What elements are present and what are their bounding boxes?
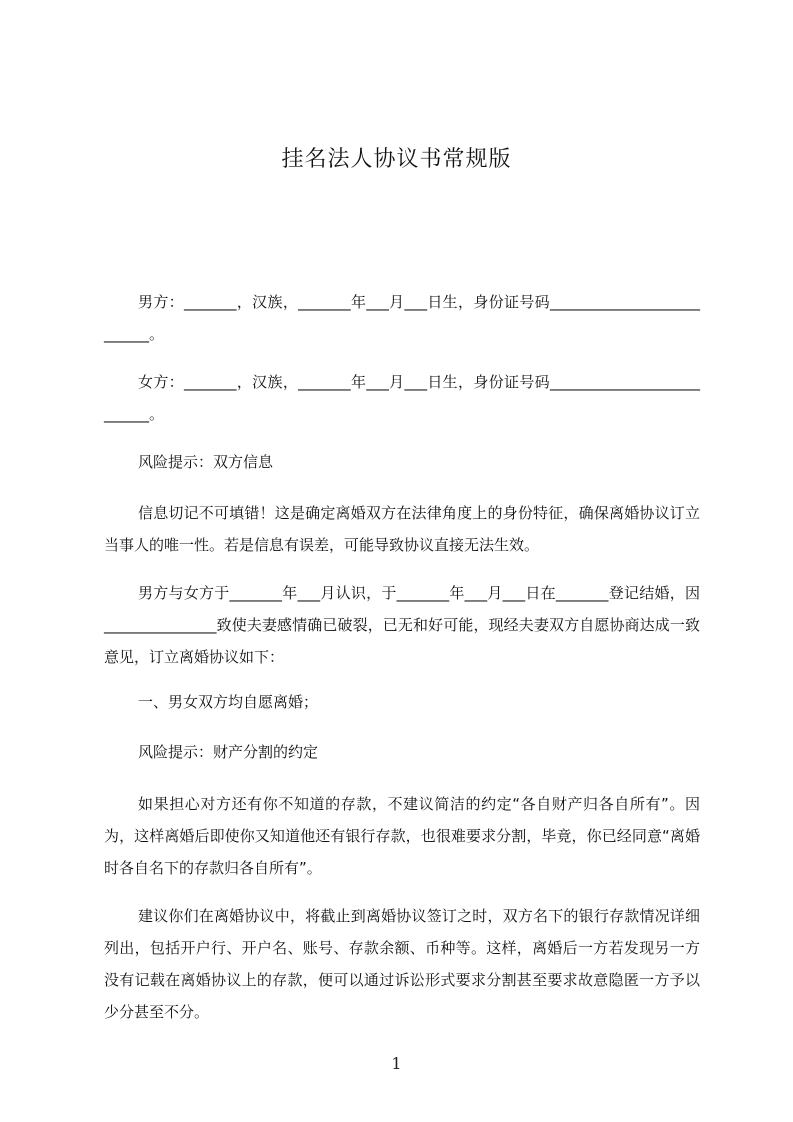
- page-number: 1: [391, 1054, 402, 1073]
- document-title: 挂名法人协议书常规版: [281, 147, 512, 172]
- paragraph-marriage-background: 男方与女方于_______年___月认识，于_______年___月___日在_______登记结婚，因_______________致使夫妻感情确已破裂，已无和好可能，现经夫妻双方自愿协商达成一致意见，订立离婚协议如下：: [104, 584, 700, 666]
- paragraph-risk-tip-party-info: 风险提示：双方信息: [138, 453, 274, 471]
- paragraph-male-party-info: 男方：_______，汉族，_______年___月___日生，身份证号码__________________________。: [104, 293, 700, 343]
- paragraph-female-party-info: 女方：_______，汉族，_______年___月___日生，身份证号码__________________________。: [104, 373, 700, 423]
- paragraph-info-warning: 信息切记不可填错！这是确定离婚双方在法律角度上的身份特征，确保离婚协议订立当事人的唯一性。若是信息有误差，可能导致协议直接无法生效。: [104, 504, 700, 554]
- paragraph-risk-tip-property: 风险提示：财产分割的约定: [138, 743, 319, 761]
- paragraph-deposit-concern: 如果担心对方还有你不知道的存款，不建议简洁的约定“各自财产归各自所有”。因为，这样离婚后即使你又知道他还有银行存款，也很难要求分割，毕竟，你已经同意“离婚时各自名下的存款归各自所有”。: [104, 795, 700, 877]
- paragraph-deposit-recommendation: 建议你们在离婚协议中，将截止到离婚协议签订之时，双方名下的银行存款情况详细列出，包括开户行、开户名、账号、存款余额、币种等。这样，离婚后一方若发现另一方没有记载在离婚协议上的存款，便可以通过诉讼形式要求分割甚至要求故意隐匿一方予以少分甚至不分。: [104, 907, 700, 1021]
- paragraph-clause-one: 一、男女双方均自愿离婚；: [138, 693, 319, 711]
